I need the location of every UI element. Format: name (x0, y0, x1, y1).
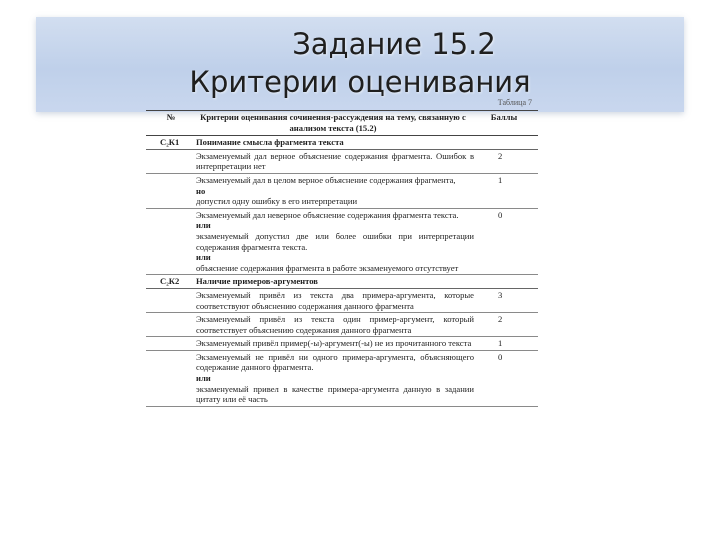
points-value: 0 (498, 209, 503, 220)
criterion-line: Экзаменуемый дал верное объяснение содержания фрагмента. Ошибок в интерпретации нет (196, 150, 474, 172)
criterion-text (196, 210, 480, 274)
criterion-text (196, 314, 480, 335)
connector-word: или (196, 373, 211, 384)
section-header (146, 275, 538, 289)
criterion-title: Наличие примеров-аргументов (196, 276, 318, 287)
row-spacer (146, 314, 196, 335)
table-row (146, 351, 538, 407)
row-spacer (146, 338, 196, 349)
criterion-line: Экзаменуемый привёл из текста один пример-аргумент, который соответствует объяснению содержания данного фрагмента (196, 314, 474, 335)
criterion-line: Экзаменуемый привёл из текста два примера-аргумента, которые соответствуют объяснению содержания данного фрагмента (196, 289, 474, 311)
table-row (146, 209, 538, 276)
title-line-2: Критерии оценивания (189, 65, 531, 99)
criterion-code: С₂К2 (160, 276, 180, 287)
section-header (146, 136, 538, 150)
criteria-table (146, 110, 538, 407)
criterion-title: Понимание смысла фрагмента текста (196, 137, 344, 148)
connector-word: или (196, 220, 211, 231)
slide-title (36, 26, 684, 100)
row-spacer (146, 151, 196, 172)
criterion-text (196, 290, 480, 311)
header-num: № (166, 112, 176, 122)
criterion-line: Экзаменуемый дал неверное объяснение содержания фрагмента текста. (196, 209, 459, 220)
criterion-line: объяснение содержания фрагмента в работе экзаменуемого отсутствует (196, 262, 459, 273)
table-row (146, 313, 538, 337)
table-row (146, 337, 538, 351)
table-body (146, 136, 538, 407)
criterion-text (196, 338, 480, 349)
criterion-line: экзаменуемый допустил две или более ошибки при интерпретации содержания фрагмента текста. (196, 230, 474, 252)
table-header (146, 110, 538, 136)
connector-word: или (196, 252, 211, 263)
criterion-text (196, 175, 480, 207)
header-points: Баллы (490, 112, 518, 122)
title-line-1: Задание 15.2 (292, 27, 496, 61)
header-criteria: Критерии оценивания сочинения-рассуждения на тему, связанную с анализом текста (15.2) (200, 112, 466, 133)
table-row (146, 150, 538, 174)
criterion-line: допустил одну ошибку в его интерпретации (196, 196, 358, 207)
connector-word: но (196, 185, 206, 196)
points-value: 2 (498, 150, 503, 161)
criterion-text (196, 151, 480, 172)
criterion-code: С₂К1 (160, 137, 180, 148)
criterion-line: экзаменуемый привел в качестве примера-аргумента данную в задании цитату или её часть (196, 383, 474, 405)
criterion-line: Экзаменуемый дал в целом верное объяснение содержания фрагмента, (196, 174, 456, 185)
row-spacer (146, 175, 196, 207)
row-spacer (146, 352, 196, 405)
table-label: Таблица 7 (497, 98, 532, 107)
table-row (146, 289, 538, 313)
criterion-text (196, 352, 480, 405)
points-value: 1 (498, 338, 503, 349)
row-spacer (146, 290, 196, 311)
points-value: 2 (498, 314, 503, 325)
points-value: 0 (498, 351, 503, 362)
points-value: 3 (498, 289, 503, 300)
points-value: 1 (498, 174, 503, 185)
criterion-line: Экзаменуемый привёл пример(-ы)-аргумент(-ы) не из прочитанного текста (196, 338, 472, 349)
criterion-line: Экзаменуемый не привёл ни одного примера-аргумента, объясняющего содержание данного фрагмента. (196, 351, 474, 373)
row-spacer (146, 210, 196, 274)
table-row (146, 174, 538, 209)
